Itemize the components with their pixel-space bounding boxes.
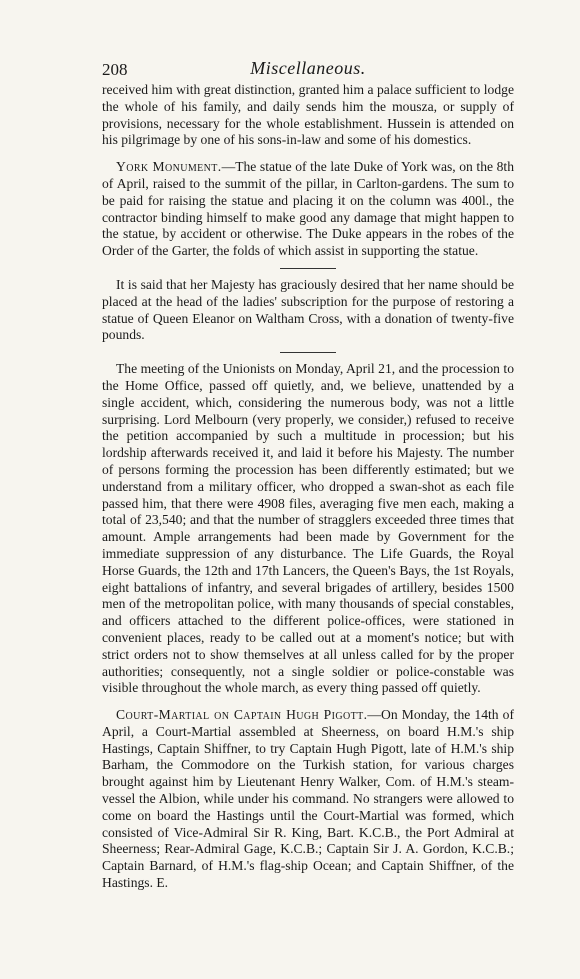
divider-rule — [280, 268, 336, 269]
section-heading-court-martial: Court-Martial on Captain Hugh Pigott. — [116, 707, 368, 723]
running-head: Miscellaneous. — [250, 58, 366, 78]
page-number: 208 — [102, 60, 128, 79]
paragraph-queen-eleanor: It is said that her Majesty has graciously desired that her name should be placed at the head of the ladies' subscription for the purpose of restoring a statue of Queen Eleanor on Waltham Cross, with a donation of twenty-five pounds. — [102, 276, 514, 343]
paragraph-hussein: received him with great distinction, granted him a palace sufficient to lodge the whole of his family, and daily sends him the mousza, or supply of provisions, necessary for the whole establishment. Hussein is attended on his pilgrimage by one of his sons-in-law and some of his domestics. — [102, 82, 514, 148]
paragraph-court-martial — [102, 707, 514, 892]
paragraph-york-monument — [102, 159, 514, 260]
divider-rule — [280, 352, 336, 353]
section-heading-york-monument: York Monument. — [116, 159, 222, 175]
paragraph-court-martial-text: —On Monday, the 14th of April, a Court-Martial assembled at Sheerness, on board H.M.'s ship Hastings, Captain Shiffner, to try Captain Hugh Pigott, late of H.M.'s ship Barham, the Commodore on the Turkish station, for various charges brought against him by Lieutenant Henry Walker, Com. of H.M.'s steam-vessel the Albion, while under his command. No strangers were allowed to come on board the Hastings until the Court-Martial was formed, which consisted of Vice-Admiral Sir R. King, Bart. K.C.B., the Port Admiral at Sheerness; Rear-Admiral Gage, K.C.B.; Captain Sir J. A. Gordon, K.C.B.; Captain Barnard, of H.M.'s flag-ship Ocean; and Captain Shiffner, of the Hastings. E. — [102, 707, 514, 891]
paragraph-unionists: The meeting of the Unionists on Monday, April 21, and the procession to the Home Office, passed off quietly, and, we believe, unattended by a single accident, which, considering the numerous body, was not a little surprising. Lord Melbourn (very properly, we consider,) refused to receive the petition accompanied by such a multitude in procession; but his lordship afterwards received it, and laid it before his Majesty. The number of persons forming the procession has been differently estimated; but we understand from a military officer, who dropped a swan-shot as each file passed him, that there were 4908 files, averaging five men each, making a total of 23,540; and that the number of stragglers exceeded three times that amount. Ample arrangements had been made by Government for the immediate suppression of any disturbance. The Life Guards, the Royal Horse Guards, the 12th and 17th Lancers, the Queen's Bays, the 1st Royals, eight battalions of infantry, and several brigades of artillery, besides 1500 men of the metropolitan police, with many thousands of special constables, and officers attached to the different police-offices, were stationed in convenient places, ready to be called out at a moment's notice; but with strict orders not to show themselves at all unless called for by the proper authorities; consequently, not a single soldier or police-constable was visible throughout the whole march, as every thing passed off quietly. — [102, 361, 514, 696]
page-header — [102, 52, 514, 82]
paragraph-york-monument-text: —The statue of the late Duke of York was, on the 8th of April, raised to the summit of the pillar, in Carlton-gardens. The sum to be paid for raising the statue and placing it on the column was 400l., the contractor binding himself to make good any damage that might happen to the statue, by accident or otherwise. The Duke appears in the robes of the Order of the Garter, the folds of which assist in supporting the statue. — [102, 159, 514, 259]
